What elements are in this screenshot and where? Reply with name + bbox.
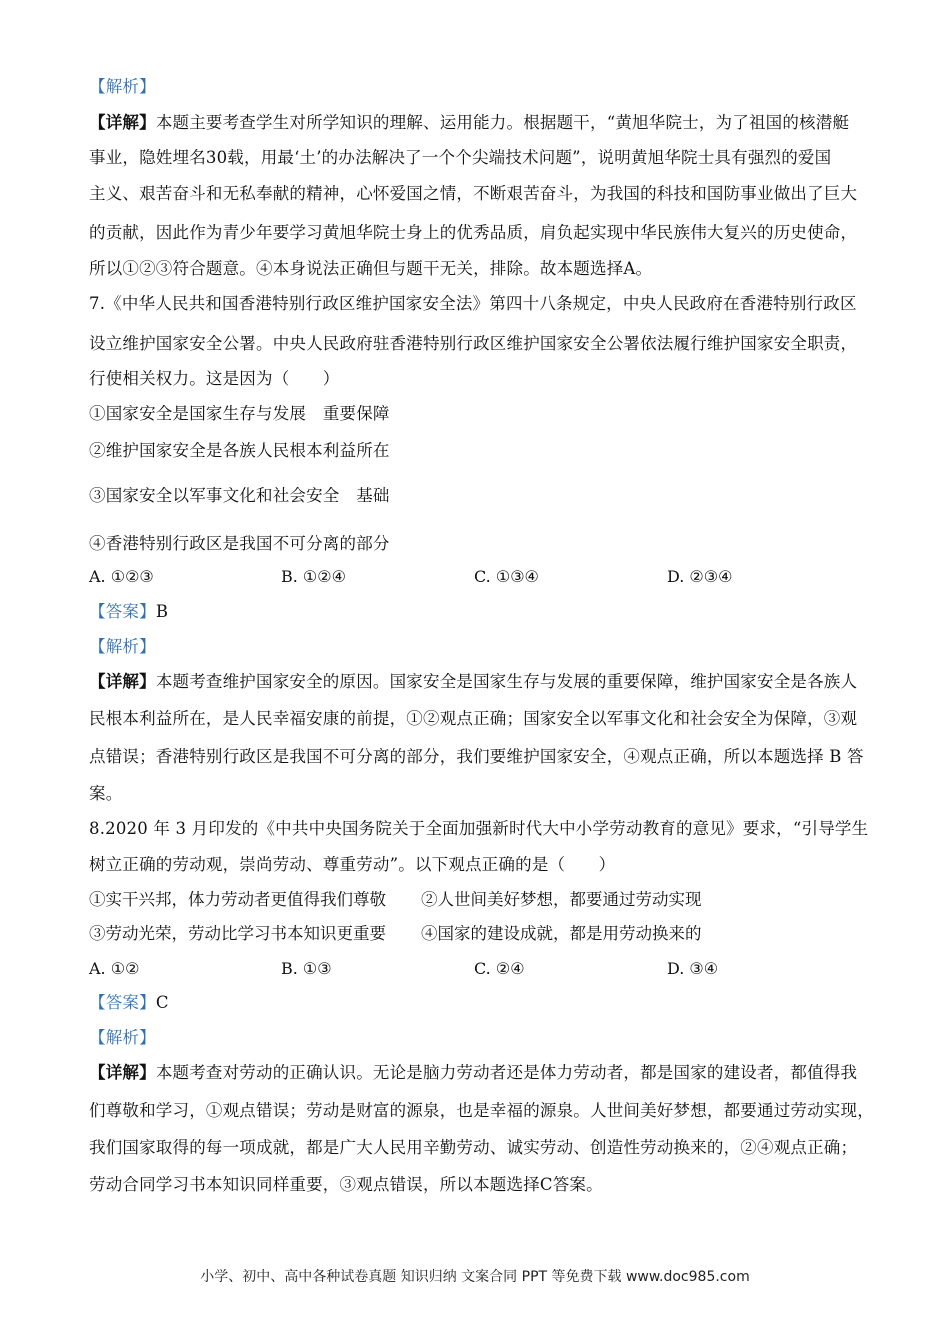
detail-line: 们尊敬和学习，①观点错误；劳动是财富的源泉，也是幸福的源泉。人世间美好梦想，都要通过劳动实现， bbox=[89, 1101, 874, 1120]
answer-value: B bbox=[155, 602, 169, 621]
detail-line: 我们国家取得的每一项成就，都是广大人民用辛勤劳动、诚实劳动、创造性劳动换来的，②④观点正确； bbox=[89, 1138, 858, 1157]
option-a: A. ①②③ bbox=[89, 567, 154, 586]
statement: ②维护国家安全是各族人民根本利益所在 bbox=[89, 441, 390, 460]
answer-label: 【答案】 bbox=[89, 602, 156, 621]
answer-value: C bbox=[155, 993, 169, 1012]
option-a: A. ①② bbox=[89, 959, 140, 978]
option-d: D. ③④ bbox=[667, 959, 719, 978]
option-b: B. ①②④ bbox=[281, 567, 346, 586]
detail-line: 案。 bbox=[89, 784, 123, 803]
detail-line: 劳动合同学习书本知识同样重要，③观点错误，所以本题选择C答案。 bbox=[89, 1175, 603, 1194]
question-stem: 行使相关权力。这是因为（ ） bbox=[89, 369, 340, 388]
option-d: D. ②③④ bbox=[667, 567, 733, 586]
answer-line bbox=[89, 992, 864, 1014]
detail-label: 【详解】 bbox=[89, 113, 156, 132]
statement: ④香港特别行政区是我国不可分离的部分 bbox=[89, 534, 390, 553]
option-c: C. ②④ bbox=[474, 959, 525, 978]
statement: ③劳动光荣，劳动比学习书本知识更重要 bbox=[89, 924, 386, 943]
detail-label: 【详解】 bbox=[89, 672, 156, 691]
answer-label: 【答案】 bbox=[89, 993, 156, 1012]
question-stem: 8.2020 年 3 月印发的《中共中央国务院关于全面加强新时代大中小学劳动教育的意见》要求，“引导学生 bbox=[89, 819, 869, 838]
question-stem: 设立维护国家安全公署。中央人民政府驻香港特别行政区维护国家安全公署依法履行维护国家安全职责， bbox=[89, 334, 858, 353]
analysis-label: 【解析】 bbox=[89, 1028, 156, 1047]
detail-line: 【详解】本题主要考查学生对所学知识的理解、运用能力。根据题干，“黄旭华院士，为了祖国的核潜艇 bbox=[89, 113, 850, 132]
detail-line: 的贡献，因此作为青少年要学习黄旭华院士身上的优秀品质，肩负起实现中华民族伟大复兴的历史使命， bbox=[89, 223, 858, 242]
detail-line: 所以①②③符合题意。④本身说法正确但与题干无关，排除。故本题选择A。 bbox=[89, 259, 653, 278]
answer-line bbox=[89, 601, 864, 623]
option-b: B. ①③ bbox=[281, 959, 332, 978]
analysis-label: 【解析】 bbox=[89, 637, 156, 656]
detail-line: 【详解】本题考查对劳动的正确认识。无论是脑力劳动者还是体力劳动者，都是国家的建设者，都值得我 bbox=[89, 1063, 858, 1082]
detail-line: 民根本利益所在，是人民幸福安康的前提，①②观点正确；国家安全以军事文化和社会安全为保障，③观 bbox=[89, 709, 858, 728]
detail-label: 【详解】 bbox=[89, 1063, 156, 1082]
question-stem: 7.《中华人民共和国香港特别行政区维护国家安全法》第四十八条规定，中央人民政府在香港特别行政区 bbox=[89, 294, 857, 313]
analysis-label: 【解析】 bbox=[89, 77, 156, 96]
statement: ④国家的建设成就，都是用劳动换来的 bbox=[421, 924, 702, 943]
statement: ①实干兴邦，体力劳动者更值得我们尊敬 bbox=[89, 890, 386, 909]
detail-line: 【详解】本题考查维护国家安全的原因。国家安全是国家生存与发展的重要保障，维护国家安全是各族人 bbox=[89, 672, 858, 691]
option-c: C. ①③④ bbox=[474, 567, 539, 586]
detail-line: 点错误；香港特别行政区是我国不可分离的部分，我们要维护国家安全，④观点正确，所以本题选择 B 答 bbox=[89, 747, 864, 766]
statement: ③国家安全以军事文化和社会安全 基础 bbox=[89, 486, 390, 505]
statement: ②人世间美好梦想，都要通过劳动实现 bbox=[421, 890, 702, 909]
page-footer: 小学、初中、高中各种试卷真题 知识归纳 文案合同 PPT 等免费下载 www.doc985.com bbox=[200, 1269, 750, 1285]
detail-line: 事业，隐姓埋名30载，用最‘土’的办法解决了一个个尖端技术问题”，说明黄旭华院士具有强烈的爱国 bbox=[89, 148, 832, 167]
statement: ①国家安全是国家生存与发展 重要保障 bbox=[89, 404, 390, 423]
detail-line: 主义、艰苦奋斗和无私奉献的精神，心怀爱国之情，不断艰苦奋斗，为我国的科技和国防事业做出了巨大 bbox=[89, 184, 858, 203]
question-stem: 树立正确的劳动观，崇尚劳动、尊重劳动”。以下观点正确的是（ ） bbox=[89, 855, 616, 874]
